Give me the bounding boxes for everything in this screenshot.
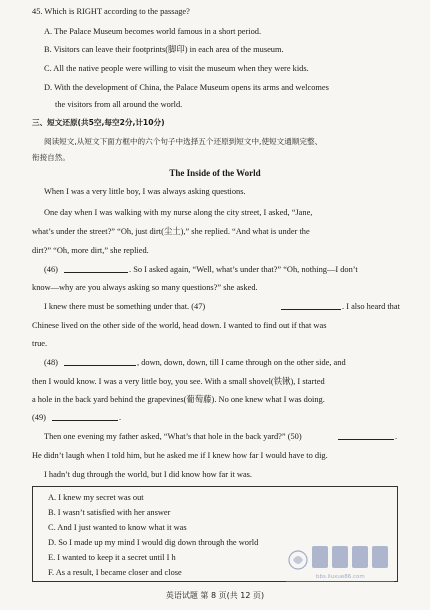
blank-48[interactable] [64, 357, 136, 366]
q45-stem: 45. Which is RIGHT according to the passage? [32, 7, 190, 16]
paragraph-4-after-blank: . I also heard that [342, 302, 400, 311]
section-instruction: 阅读短文,从短文下面方框中的六个句子中选择五个还原到短文中,使短文通顺完整、 [44, 137, 323, 146]
paragraph-5-cont2: a hole in the back yard behind the grapevines(葡萄藤). No one knew what I was doing. [32, 395, 325, 404]
blank-46[interactable] [64, 264, 128, 273]
option-c[interactable]: C. And I just wanted to know what it was [48, 523, 187, 532]
blank-49-period: . [119, 413, 122, 422]
passage-title: The Inside of the World [169, 168, 261, 178]
paragraph-2-end: dirt?” “Oh, more dirt,” she replied. [32, 246, 149, 255]
option-e[interactable]: E. I wanted to keep it a secret until I h [48, 553, 176, 562]
paragraph-3-cont: know—why are you always asking so many questions?” she asked. [32, 283, 258, 292]
paragraph-6-end: I hadn’t dug through the world, but I did know how far it was. [44, 470, 253, 479]
paragraph-2-cont: what’s under the street?” “Oh, just dirt(尘土),” she replied. “And what is under the [32, 227, 310, 236]
paragraph-6: Then one evening my father asked, “What’s that hole in the back yard?” (50) [44, 432, 302, 441]
paragraph-6-cont: He didn’t laugh when I told him, but he asked me if I knew how far I would have to dig. [32, 451, 328, 460]
paragraph-1: When I was a very little boy, I was always asking questions. [44, 187, 246, 196]
page-footer: 英语试题 第 8 页(共 12 页) [165, 591, 265, 600]
section-instruction-cont: 衔接自然。 [32, 153, 70, 162]
watermark-url: bbs.liuxue86.com [316, 574, 365, 580]
paragraph-4-cont: Chinese lived on the other side of the world, head down. I wanted to find out if that was [32, 321, 327, 330]
paragraph-2: One day when I was walking with my nurse along the city street, I asked, “Jane, [44, 208, 313, 217]
q45-option-b: B. Visitors can leave their footprints(脚印) in each area of the museum. [44, 45, 284, 54]
section-heading: 三、短文还原(共5空,每空2分,计10分) [32, 118, 165, 127]
q45-option-a: A. The Palace Museum becomes world famous in a short period. [44, 27, 262, 36]
option-b[interactable]: B. I wasn’t satisfied with her answer [48, 508, 171, 517]
paragraph-4: I knew there must be something under that. (47) [44, 302, 206, 311]
option-f[interactable]: F. As a result, I became closer and close [48, 568, 182, 577]
paragraph-4-end: true. [32, 339, 48, 348]
q45-option-d-cont: the visitors from all around the world. [55, 100, 183, 109]
watermark-logo [286, 538, 394, 584]
paragraph-5: , down, down, down, till I came through on the other side, and [137, 358, 346, 367]
blank-50-period: . [395, 432, 398, 441]
option-a[interactable]: A. I knew my secret was out [48, 493, 144, 502]
paragraph-5-cont: then I would know. I was a very little boy, you see. With a small shovel(铁锹), I started [32, 377, 325, 386]
option-d[interactable]: D. So I made up my mind I would dig down through the world [48, 538, 259, 547]
blank-50[interactable] [338, 431, 394, 440]
blank-47[interactable] [281, 301, 341, 310]
paragraph-3: . So I asked again, “Well, what’s under that?” “Oh, nothing—I don’t [129, 265, 358, 274]
q45-option-c: C. All the native people were willing to visit the museum when they were kids. [44, 64, 309, 73]
q45-option-d: D. With the development of China, the Palace Museum opens its arms and welcomes [44, 83, 329, 92]
blank-46-number: (46) [44, 265, 58, 274]
blank-48-number: (48) [44, 358, 58, 367]
blank-49[interactable] [52, 412, 118, 421]
blank-49-number: (49) [32, 413, 46, 422]
